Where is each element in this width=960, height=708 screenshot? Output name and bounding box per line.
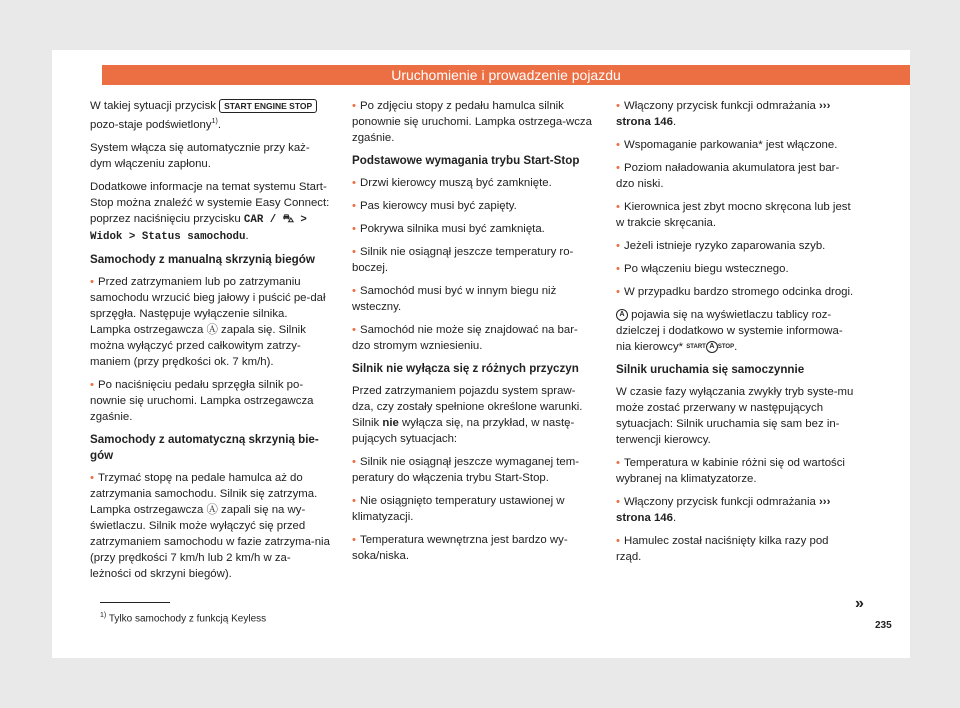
section-heading: Silnik uruchamia się samoczynnie (616, 363, 805, 377)
list-item: • Włączony przycisk funkcji odmrażania ››› strona 146. (616, 100, 831, 128)
list-item: • Poziom naładowania akumulatora jest bar-dzo niski. (616, 162, 840, 190)
start-engine-stop-button-icon: START ENGINE STOP (219, 99, 317, 113)
list-item: • Po naciśnięciu pedału sprzęgła silnik po-nownie się uruchomi. Lampka ostrzegawcza zgaśnie. (90, 378, 314, 423)
continue-mark-icon: » (855, 595, 864, 612)
section-heading: Samochody z automatyczną skrzynią bie-gów (90, 432, 319, 462)
section-heading: Silnik nie wyłącza się z różnych przyczyn (352, 362, 579, 375)
page-reference-link[interactable]: ››› strona 146 (616, 100, 831, 128)
bullet-icon: • (352, 177, 356, 189)
section-heading: Podstawowe wymagania trybu Start-Stop (352, 154, 580, 167)
list-item: • Przed zatrzymaniem lub po zatrzymaniu samochodu wrzucić bieg jałowy i puścić pe-dał sprzęgła. Następuje wyłączenie silnika. Lampka ostrzegawcza Ⓐ zapala się. Silnik można wyłączyć przed całkowitym zatrzy-maniem (przy prędkości ok. 7 km/h). (90, 275, 326, 368)
list-item: • Włączony przycisk funkcji odmrażania ››› strona 146. (616, 496, 831, 525)
list-item: • Trzymać stopę na pedale hamulca aż do zatrzymania samochodu. Silnik się zatrzyma. Lampka ostrzegawcza Ⓐ zapali się na wy-świetlaczu. Silnik może wyłączyć się przed zatrzymaniem samochodu w fazie zatrzyma-nia (przy prędkości 7 km/h lub 2 km/h w za-leżności od skrzyni biegów). (90, 471, 330, 580)
column-right (616, 98, 856, 572)
list-item: • Pokrywa silnika musi być zamknięta. (352, 223, 545, 235)
list-item: • Jeżeli istnieje ryzyko zaparowania szyb. (616, 240, 826, 252)
bullet-icon: • (352, 456, 356, 468)
bullet-icon: • (616, 286, 620, 298)
list-item: • Samochód nie może się znajdować na bar-dzo stromym wzniesieniu. (352, 324, 578, 352)
paragraph: System włącza się automatycznie przy każ-dym włączeniu zapłonu. (90, 141, 310, 170)
bullet-icon: • (90, 471, 94, 484)
bullet-icon: • (90, 378, 94, 391)
paragraph: W czasie fazy wyłączania zwykły tryb syste-mu może zostać przerwany w następujących sytuacjach: Silnik uruchamia się sam bez in-terwencji kierowcy. (616, 386, 854, 447)
paragraph: A pojawia się na wyświetlaczu tablicy roz-dzielczej i dodatkowo w systemie informowa-nia kierowcy* START A STOP. (616, 309, 843, 354)
bullet-icon: • (616, 100, 620, 112)
list-item: • Samochód musi być w innym biegu niż wsteczny. (352, 285, 557, 313)
paragraph: W takiej sytuacji przycisk START ENGINE STOP pozo-staje podświetlony$^{1)}$. (90, 98, 330, 133)
footnote: $^{1)}$ Tylko samochody z funkcją Keyless (100, 612, 267, 625)
list-item: • Kierownica jest zbyt mocno skręcona lub jest w trakcie skręcania. (616, 201, 851, 229)
list-item: • Po zdjęciu stopy z pedału hamulca silnik ponownie się uruchomi. Lampka ostrzega-wcza zgaśnie. (352, 100, 592, 144)
bullet-icon: • (616, 139, 620, 151)
column-middle (352, 98, 592, 571)
column-left (90, 98, 330, 589)
list-item: • Temperatura wewnętrzna jest bardzo wy-soka/niska. (352, 534, 568, 562)
list-item: • Pas kierowcy musi być zapięty. (352, 200, 517, 212)
paragraph: Przed zatrzymaniem pojazdu system spraw-dza, czy zostały spełnione określone warunki. Silnik nie wyłącza się, na przykład, w nastę-pujących sytuacjach: (352, 385, 583, 445)
start-stop-icon: A (706, 341, 718, 353)
bullet-icon: • (352, 223, 356, 235)
list-item: • Silnik nie osiągnął jeszcze temperatury ro-boczej. (352, 246, 574, 274)
bullet-icon: • (352, 324, 356, 336)
page-number: 235 (875, 620, 892, 631)
bullet-icon: • (352, 285, 356, 297)
list-item: • W przypadku bardzo stromego odcinka drogi. (616, 286, 854, 298)
list-item: • Drzwi kierowcy muszą być zamknięte. (352, 177, 552, 189)
bullet-icon: • (616, 496, 620, 509)
bullet-icon: • (616, 457, 620, 470)
bullet-icon: • (616, 201, 620, 213)
start-stop-warning-icon: A (616, 309, 628, 321)
page-reference-link[interactable]: ››› strona 146 (616, 496, 831, 525)
list-item: • Hamulec został naciśnięty kilka razy pod rząd. (616, 535, 829, 564)
bullet-icon: • (352, 495, 356, 507)
list-item: • Temperatura w kabinie różni się od wartości wybranej na klimatyzatorze. (616, 457, 845, 486)
page-header: Uruchomienie i prowadzenie pojazdu (102, 65, 910, 85)
paragraph: Dodatkowe informacje na temat systemu Start-Stop można znaleźć w systemie Easy Connect: poprzez naciśnięciu przycisku CAR / ⛍ > Widok > Status samochodu. (90, 180, 330, 243)
list-item: • Po włączeniu biegu wstecznego. (616, 263, 789, 275)
list-item: • Silnik nie osiągnął jeszcze wymaganej tem-peratury do włączenia trybu Start-Stop. (352, 456, 580, 484)
footnote-divider (100, 602, 170, 603)
bullet-icon: • (616, 240, 620, 252)
page (52, 50, 910, 658)
bullet-icon: • (616, 162, 620, 174)
section-heading: Samochody z manualną skrzynią biegów (90, 252, 315, 266)
bullet-icon: • (352, 100, 356, 112)
bullet-icon: • (616, 263, 620, 275)
list-item: • Wspomaganie parkowania* jest włączone. (616, 139, 838, 151)
bullet-icon: • (352, 246, 356, 258)
bullet-icon: • (352, 200, 356, 212)
bullet-icon: • (90, 275, 94, 288)
bullet-icon: • (616, 535, 620, 548)
list-item: • Nie osiągnięto temperatury ustawionej w klimatyzacji. (352, 495, 565, 523)
bullet-icon: • (352, 534, 356, 546)
menu-path: CAR / ⛍ > Widok > Status samochodu (90, 213, 307, 243)
